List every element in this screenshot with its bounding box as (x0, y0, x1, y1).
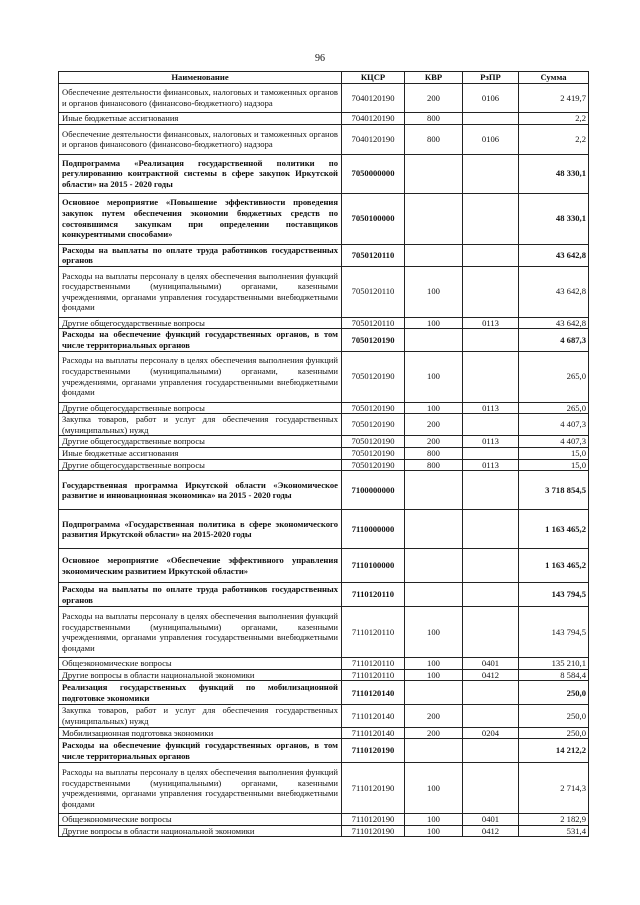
cell-sum: 15,0 (519, 459, 589, 471)
cell-kvr (405, 583, 463, 607)
table-row (59, 814, 589, 826)
cell-name: Мобилизационная подготовка экономики (59, 727, 342, 739)
table-header-row (59, 72, 589, 84)
cell-kcsr: 7110120190 (342, 814, 405, 826)
cell-sum: 143 794,5 (519, 607, 589, 658)
table-body (59, 84, 589, 837)
cell-rzpr (463, 351, 519, 402)
cell-kvr (405, 154, 463, 193)
table-row (59, 510, 589, 549)
table-row (59, 329, 589, 351)
cell-kvr (405, 549, 463, 583)
cell-rzpr (463, 549, 519, 583)
cell-kcsr: 7050120190 (342, 436, 405, 448)
cell-rzpr (463, 471, 519, 510)
cell-kcsr: 7050120110 (342, 266, 405, 317)
cell-rzpr (463, 154, 519, 193)
table-row (59, 124, 589, 154)
cell-kcsr: 7110120190 (342, 825, 405, 837)
cell-kvr (405, 329, 463, 351)
cell-kvr (405, 681, 463, 705)
cell-sum: 8 584,4 (519, 669, 589, 681)
table-row (59, 583, 589, 607)
table-row (59, 825, 589, 837)
cell-rzpr (463, 705, 519, 727)
table-row (59, 705, 589, 727)
cell-kcsr: 7050120190 (342, 447, 405, 459)
cell-kcsr: 7040120190 (342, 124, 405, 154)
cell-name: Расходы на выплаты персоналу в целях обеспечения выполнения функций государственными (муниципальными) органами, казенными учреждениями, органами управления государственными внебюджетными фондами (59, 266, 342, 317)
cell-sum: 43 642,8 (519, 266, 589, 317)
cell-kvr: 100 (405, 317, 463, 329)
cell-kvr: 100 (405, 351, 463, 402)
cell-sum: 2 714,3 (519, 763, 589, 814)
cell-name: Другие общегосударственные вопросы (59, 317, 342, 329)
cell-name: Обеспечение деятельности финансовых, налоговых и таможенных органов и органов финансового (финансово-бюджетного) надзора (59, 124, 342, 154)
table-row (59, 763, 589, 814)
table-row (59, 447, 589, 459)
cell-kcsr: 7110120110 (342, 583, 405, 607)
cell-sum: 135 210,1 (519, 658, 589, 670)
cell-kvr: 100 (405, 266, 463, 317)
table-row (59, 154, 589, 193)
cell-name: Подпрограмма «Государственная политика в сфере экономического развития Иркутской области» на 2015-2020 годы (59, 510, 342, 549)
table-row (59, 193, 589, 244)
cell-name: Другие общегосударственные вопросы (59, 436, 342, 448)
cell-kvr: 100 (405, 825, 463, 837)
cell-rzpr: 0204 (463, 727, 519, 739)
table-row (59, 351, 589, 402)
cell-rzpr: 0106 (463, 84, 519, 113)
cell-kcsr: 7110120190 (342, 763, 405, 814)
table-row (59, 436, 589, 448)
cell-name: Иные бюджетные ассигнования (59, 113, 342, 125)
cell-sum: 43 642,8 (519, 317, 589, 329)
cell-sum: 250,0 (519, 727, 589, 739)
cell-rzpr: 0401 (463, 658, 519, 670)
cell-sum: 2,2 (519, 124, 589, 154)
cell-kvr: 100 (405, 658, 463, 670)
header-kvr: КВР (405, 72, 463, 84)
table-row (59, 607, 589, 658)
cell-sum: 250,0 (519, 705, 589, 727)
table-row (59, 266, 589, 317)
cell-sum: 4 407,3 (519, 436, 589, 448)
cell-rzpr (463, 510, 519, 549)
cell-rzpr (463, 583, 519, 607)
cell-sum: 265,0 (519, 351, 589, 402)
cell-name: Расходы на выплаты по оплате труда работников государственных органов (59, 244, 342, 266)
cell-name: Закупка товаров, работ и услуг для обеспечения государственных (муниципальных) нужд (59, 414, 342, 436)
cell-name: Подпрограмма «Реализация государственной политики по регулированию контрактной системы в сфере закупок Иркутской области» на 2015 - 2020 годы (59, 154, 342, 193)
cell-sum: 4 407,3 (519, 414, 589, 436)
cell-kvr (405, 510, 463, 549)
cell-name: Расходы на обеспечение функций государственных органов, в том числе территориальных органов (59, 739, 342, 763)
page-number: 96 (315, 53, 325, 64)
cell-rzpr (463, 244, 519, 266)
table-row (59, 681, 589, 705)
cell-sum: 2,2 (519, 113, 589, 125)
cell-kcsr: 7110120140 (342, 681, 405, 705)
cell-name: Общеэкономические вопросы (59, 658, 342, 670)
cell-sum: 48 330,1 (519, 154, 589, 193)
cell-sum: 143 794,5 (519, 583, 589, 607)
budget-table (58, 71, 589, 837)
cell-kcsr: 7110120140 (342, 705, 405, 727)
cell-sum: 1 163 465,2 (519, 549, 589, 583)
cell-sum: 15,0 (519, 447, 589, 459)
cell-name: Реализация государственных функций по мобилизационной подготовке экономики (59, 681, 342, 705)
table-row (59, 317, 589, 329)
cell-name: Другие общегосударственные вопросы (59, 459, 342, 471)
cell-kvr: 100 (405, 402, 463, 414)
cell-rzpr: 0113 (463, 436, 519, 448)
cell-kcsr: 7110120110 (342, 669, 405, 681)
table-row (59, 669, 589, 681)
cell-kvr: 800 (405, 447, 463, 459)
cell-rzpr (463, 607, 519, 658)
cell-rzpr: 0412 (463, 669, 519, 681)
cell-kvr: 200 (405, 727, 463, 739)
cell-sum: 3 718 854,5 (519, 471, 589, 510)
cell-name: Закупка товаров, работ и услуг для обеспечения государственных (муниципальных) нужд (59, 705, 342, 727)
table-row (59, 402, 589, 414)
cell-rzpr: 0401 (463, 814, 519, 826)
cell-kcsr: 7110120140 (342, 727, 405, 739)
cell-kcsr: 7110120190 (342, 739, 405, 763)
cell-name: Расходы на выплаты персоналу в целях обеспечения выполнения функций государственными (муниципальными) органами, казенными учреждениями, органами управления государственными внебюджетными фондами (59, 351, 342, 402)
cell-rzpr: 0412 (463, 825, 519, 837)
cell-kvr: 100 (405, 814, 463, 826)
cell-name: Государственная программа Иркутской области «Экономическое развитие и инновационная экономика» на 2015 - 2020 годы (59, 471, 342, 510)
cell-kcsr: 7050120190 (342, 459, 405, 471)
header-rzpr: РзПР (463, 72, 519, 84)
header-kcsr: КЦСР (342, 72, 405, 84)
cell-kcsr: 7050120190 (342, 351, 405, 402)
cell-kcsr: 7100000000 (342, 471, 405, 510)
cell-name: Иные бюджетные ассигнования (59, 447, 342, 459)
cell-kcsr: 7110120110 (342, 658, 405, 670)
cell-name: Другие вопросы в области национальной экономики (59, 669, 342, 681)
cell-rzpr (463, 329, 519, 351)
cell-rzpr (463, 414, 519, 436)
cell-rzpr: 0113 (463, 402, 519, 414)
table-row (59, 739, 589, 763)
cell-kvr: 800 (405, 459, 463, 471)
cell-kcsr: 7050100000 (342, 193, 405, 244)
cell-rzpr (463, 266, 519, 317)
cell-rzpr (463, 193, 519, 244)
cell-kcsr: 7050000000 (342, 154, 405, 193)
cell-kcsr: 7110100000 (342, 549, 405, 583)
cell-kvr: 100 (405, 607, 463, 658)
cell-sum: 2 182,9 (519, 814, 589, 826)
cell-kvr (405, 244, 463, 266)
cell-kvr (405, 471, 463, 510)
cell-name: Основное мероприятие «Обеспечение эффективного управления экономическим развитием Иркутской области» (59, 549, 342, 583)
table-row (59, 113, 589, 125)
table-row (59, 549, 589, 583)
cell-sum: 2 419,7 (519, 84, 589, 113)
cell-name: Расходы на выплаты персоналу в целях обеспечения выполнения функций государственными (муниципальными) органами, казенными учреждениями, органами управления государственными внебюджетными фондами (59, 607, 342, 658)
cell-kvr (405, 739, 463, 763)
cell-kvr: 800 (405, 113, 463, 125)
cell-kcsr: 7050120190 (342, 414, 405, 436)
table-row (59, 84, 589, 113)
cell-kvr: 200 (405, 705, 463, 727)
cell-name: Обеспечение деятельности финансовых, налоговых и таможенных органов и органов финансового (финансово-бюджетного) надзора (59, 84, 342, 113)
cell-kvr: 200 (405, 84, 463, 113)
cell-kvr: 100 (405, 763, 463, 814)
cell-rzpr: 0106 (463, 124, 519, 154)
cell-name: Расходы на выплаты персоналу в целях обеспечения выполнения функций государственными (муниципальными) органами, казенными учреждениями, органами управления государственными внебюджетными фондами (59, 763, 342, 814)
cell-kcsr: 7050120190 (342, 329, 405, 351)
table-row (59, 471, 589, 510)
table-row (59, 459, 589, 471)
cell-name: Другие вопросы в области национальной экономики (59, 825, 342, 837)
cell-kcsr: 7050120110 (342, 244, 405, 266)
cell-kcsr: 7040120190 (342, 113, 405, 125)
table-row (59, 244, 589, 266)
header-sum: Сумма (519, 72, 589, 84)
cell-kvr (405, 193, 463, 244)
table-row (59, 658, 589, 670)
cell-rzpr (463, 447, 519, 459)
cell-sum: 1 163 465,2 (519, 510, 589, 549)
cell-rzpr (463, 113, 519, 125)
cell-kcsr: 7110000000 (342, 510, 405, 549)
cell-kvr: 100 (405, 669, 463, 681)
cell-name: Общеэкономические вопросы (59, 814, 342, 826)
cell-sum: 265,0 (519, 402, 589, 414)
cell-sum: 48 330,1 (519, 193, 589, 244)
cell-rzpr: 0113 (463, 317, 519, 329)
cell-kcsr: 7050120190 (342, 402, 405, 414)
cell-name: Основное мероприятие «Повышение эффективности проведения закупок путем обеспечения экономии бюджетных средств по состоявшимся закупкам при определении поставщиков конкурентными способами» (59, 193, 342, 244)
cell-kvr: 200 (405, 414, 463, 436)
cell-name: Другие общегосударственные вопросы (59, 402, 342, 414)
cell-kcsr: 7050120110 (342, 317, 405, 329)
cell-sum: 531,4 (519, 825, 589, 837)
cell-name: Расходы на выплаты по оплате труда работников государственных органов (59, 583, 342, 607)
cell-rzpr (463, 739, 519, 763)
cell-kcsr: 7110120110 (342, 607, 405, 658)
table-row (59, 414, 589, 436)
header-name: Наименование (59, 72, 342, 84)
cell-rzpr: 0113 (463, 459, 519, 471)
table-row (59, 727, 589, 739)
cell-kvr: 800 (405, 124, 463, 154)
cell-rzpr (463, 681, 519, 705)
cell-sum: 4 687,3 (519, 329, 589, 351)
cell-rzpr (463, 763, 519, 814)
cell-name: Расходы на обеспечение функций государственных органов, в том числе территориальных органов (59, 329, 342, 351)
cell-kcsr: 7040120190 (342, 84, 405, 113)
cell-sum: 43 642,8 (519, 244, 589, 266)
cell-kvr: 200 (405, 436, 463, 448)
cell-sum: 14 212,2 (519, 739, 589, 763)
cell-sum: 250,0 (519, 681, 589, 705)
